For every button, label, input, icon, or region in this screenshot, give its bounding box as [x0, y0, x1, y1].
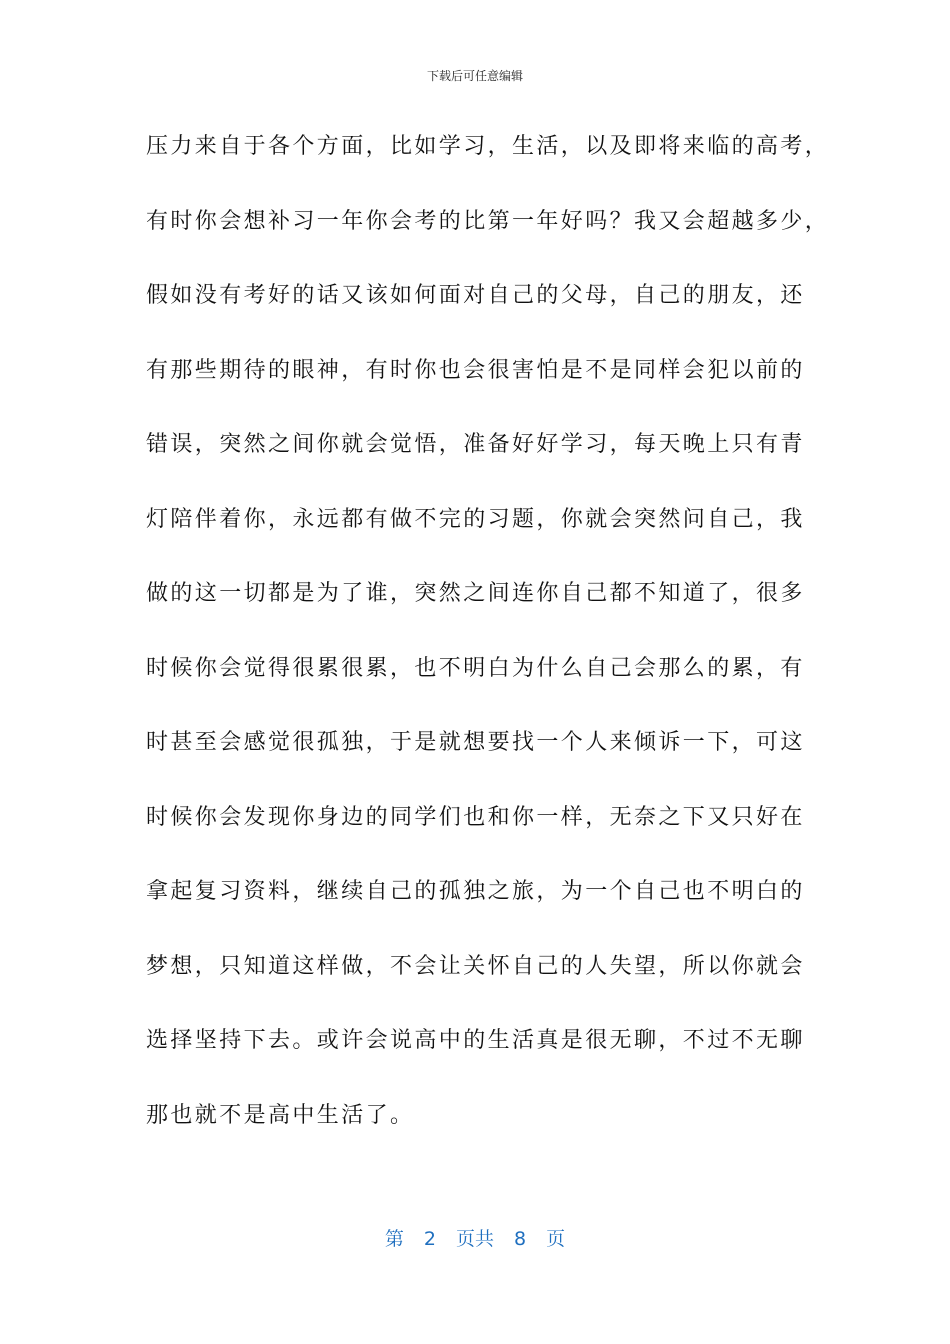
paragraph-line: 做的这一切都是为了谁，突然之间连你自己都不知道了，很多 — [146, 581, 805, 606]
paragraph-line: 错误，突然之间你就会觉悟，准备好好学习，每天晚上只有青 — [146, 432, 805, 457]
paragraph-line: 假如没有考好的话又该如何面对自己的父母，自己的朋友，还 — [146, 283, 805, 308]
paragraph-line: 那也就不是高中生活了。 — [146, 1102, 415, 1128]
footer-suffix: 页 — [546, 1228, 566, 1250]
paragraph-line: 时候你会觉得很累很累，也不明白为什么自己会那么的累，有 — [146, 655, 805, 681]
paragraph-line: 灯陪伴着你，永远都有做不完的习题，你就会突然问自己，我 — [146, 506, 805, 532]
paragraph-line: 选择坚持下去。或许会说高中的生活真是很无聊，不过不无聊 — [146, 1028, 805, 1053]
footer-prefix: 第 — [384, 1228, 404, 1250]
paragraph-line: 时甚至会感觉很孤独，于是就想要找一个人来倾诉一下，可这 — [146, 730, 805, 755]
paragraph-line: 拿起复习资料，继续自己的孤独之旅，为一个自己也不明白的 — [146, 879, 805, 904]
page-footer — [0, 1226, 950, 1252]
page-header: 下载后可任意编辑 — [426, 69, 523, 83]
body-text — [146, 120, 830, 1163]
paragraph-line: 时候你会发现你身边的同学们也和你一样，无奈之下又只好在 — [146, 804, 805, 830]
footer-current-page: 2 — [423, 1228, 436, 1250]
paragraph-line: 有那些期待的眼神，有时你也会很害怕是不是同样会犯以前的 — [146, 357, 805, 383]
paragraph-line: 有时你会想补习一年你会考的比第一年好吗？我又会超越多少， — [146, 208, 830, 234]
footer-middle: 页共 — [455, 1228, 494, 1250]
paragraph-line: 梦想，只知道这样做，不会让关怀自己的人失望，所以你就会 — [146, 953, 805, 979]
footer-total-pages: 8 — [514, 1228, 527, 1250]
paragraph-line: 压力来自于各个方面，比如学习，生活，以及即将来临的高考， — [146, 134, 830, 159]
